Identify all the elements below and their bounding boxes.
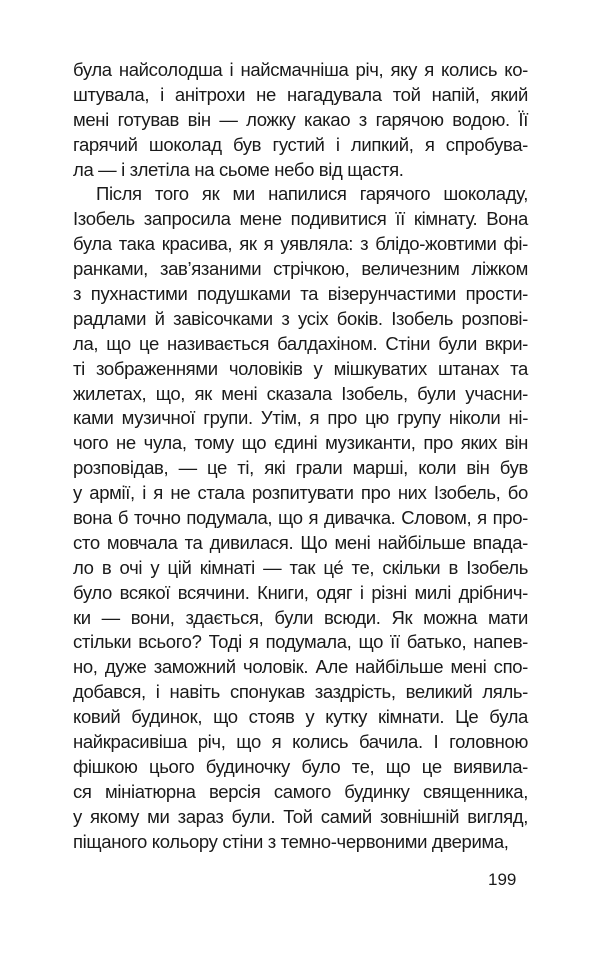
- paragraph: [73, 182, 528, 854]
- text-line: ранками, зав’язаними стрічкою, величезним ліжком: [73, 258, 528, 280]
- text-line: ки — вони, здається, були всюди. Як можна мати: [73, 606, 528, 628]
- text-line: у якому ми зараз були. Той самий зовнішній вигляд,: [73, 805, 528, 827]
- text-line: ками музичної групи. Утім, я про цю групу ніколи ні-: [73, 407, 528, 429]
- text-line: добався, і навіть спонукав заздрість, великий ляль-: [73, 681, 528, 703]
- text-line: у армії, і я не стала розпитувати про них Ізобель, бо: [73, 482, 528, 504]
- text-line: ло в очі у цій кімнаті — так це́ те, скільки в Ізобель: [73, 556, 528, 578]
- text-line: Ізобель запросила мене подивитися її кімнату. Вона: [73, 208, 528, 230]
- text-line: була найсолодша і найсмачніша річ, яку я колись ко-: [73, 59, 528, 80]
- text-line: стільки всього? Тоді я подумала, що її батько, напев-: [73, 631, 528, 653]
- text-line: піщаного кольору стіни з темно-червоними дверима,: [73, 830, 509, 852]
- text-line: була така красива, як я уявляла: з блідо-жовтими фі-: [73, 233, 528, 255]
- text-line: Після того як ми напилися гарячого шоколаду,: [96, 183, 528, 205]
- text-line: ла, що це називається балдахіном. Стіни були вкри-: [73, 332, 528, 354]
- text-line: ковий будинок, що стояв у кутку кімнати. Це була: [73, 706, 528, 728]
- text-line: ла — і злетіла на сьоме небо від щастя.: [73, 158, 404, 180]
- page-number: 199: [488, 870, 517, 889]
- text-line: чого не чула, тому що єдині музиканти, про яких він: [73, 432, 528, 454]
- text-line: розповідав, — це ті, які грали марші, коли він був: [73, 457, 528, 479]
- text-line: було всякої всячини. Книги, одяг і різні милі дрібнич-: [73, 581, 528, 603]
- text-line: вона б точно подумала, що я дивачка. Словом, я про-: [73, 507, 528, 529]
- text-line: з пухнастими подушками та візерунчастими прости-: [73, 283, 528, 305]
- text-line: фішкою цього будиночку було те, що це виявила-: [73, 755, 528, 777]
- text-line: гарячий шоколад був густий і липкий, я спробува-: [73, 133, 528, 155]
- text-line: ся мініатюрна версія самого будинку священника,: [73, 780, 528, 802]
- text-line: найкрасивіша річ, що я колись бачила. І головною: [73, 731, 528, 753]
- text-line: ті зображеннями чоловіків у мішкуватих штанах та: [73, 357, 528, 379]
- text-line: но, дуже заможний чоловік. Але найбільше мені спо-: [73, 656, 528, 678]
- text-line: сто мовчала та дивилася. Що мені найбільше впада-: [73, 531, 528, 553]
- text-line: жилетах, що, як мені сказала Ізобель, були учасни-: [73, 382, 528, 404]
- page-body: [73, 58, 528, 855]
- text-line: штувала, і анітрохи не нагадувала той напій, який: [73, 83, 528, 105]
- text-line: мені готував він — ложку какао з гарячою водою. Її: [73, 108, 528, 130]
- text-line: радлами й завісочками з усіх боків. Ізобель розпові-: [73, 307, 528, 329]
- paragraph: [73, 58, 528, 182]
